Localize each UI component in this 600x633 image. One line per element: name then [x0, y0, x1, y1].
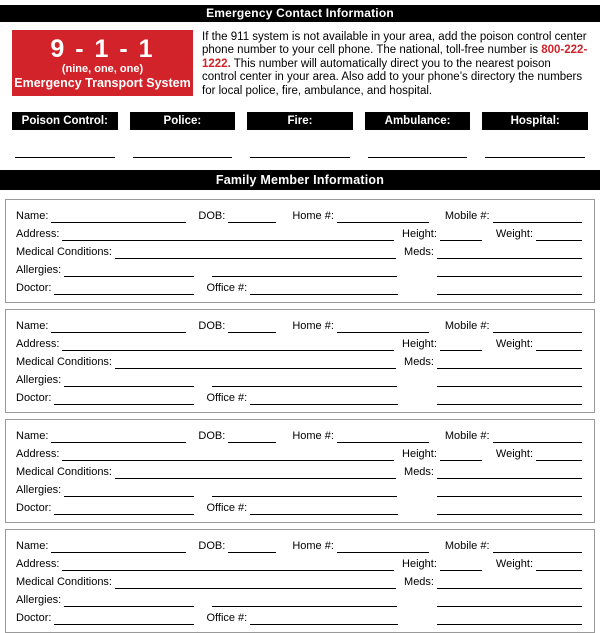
weight-label: Weight:: [495, 558, 533, 571]
poison-control-phone-number: 800-222-1222.: [202, 44, 588, 70]
member-row-address: [16, 333, 582, 351]
home-phone-label: Home #:: [292, 210, 334, 223]
office-phone-label: Office #:: [206, 392, 248, 405]
allergies-label: Allergies:: [16, 374, 62, 387]
height-label: Height:: [402, 448, 437, 461]
mobile-phone-field-line[interactable]: [493, 329, 582, 333]
mobile-phone-label: Mobile #:: [444, 540, 490, 553]
home-phone-label: Home #:: [292, 430, 334, 443]
doctor-label: Doctor:: [16, 502, 52, 515]
meds-field-line-2[interactable]: [437, 603, 582, 607]
allergies-field-line[interactable]: [64, 383, 194, 387]
family-member-card-1: [5, 199, 595, 303]
family-member-card-3: [5, 419, 595, 523]
mobile-phone-label: Mobile #:: [444, 320, 490, 333]
mobile-phone-field-line[interactable]: [493, 439, 582, 443]
meds-field-line[interactable]: [437, 365, 582, 369]
weight-field-line[interactable]: [536, 347, 582, 351]
dob-field-line[interactable]: [228, 219, 276, 223]
intro-text-before: If the 911 system is not available in your area, add the poison control center phone number to your cell phone. The national, toll-free number is: [202, 31, 587, 57]
contact-line-hospital[interactable]: [485, 156, 585, 158]
member-row-allergies: [16, 369, 582, 387]
address-field-line[interactable]: [62, 567, 394, 571]
name-label: Name:: [16, 210, 49, 223]
address-field-line[interactable]: [62, 347, 394, 351]
meds-field-line-2[interactable]: [437, 383, 582, 387]
height-field-line[interactable]: [440, 457, 482, 461]
meds-label: Meds:: [404, 246, 434, 259]
home-phone-field-line[interactable]: [337, 439, 429, 443]
allergies-field-line[interactable]: [64, 273, 194, 277]
office-phone-field-line[interactable]: [250, 401, 398, 405]
family-member-card-4: [5, 529, 595, 633]
address-field-line[interactable]: [62, 457, 394, 461]
member-row-doctor: [16, 497, 582, 515]
weight-label: Weight:: [495, 338, 533, 351]
member-row-doctor: [16, 277, 582, 295]
member-row-medical: [16, 241, 582, 259]
address-label: Address:: [16, 338, 60, 351]
emergency-contact-labels-row: [12, 112, 588, 130]
medical-conditions-label: Medical Conditions:: [16, 356, 112, 369]
family-members-list: [5, 199, 595, 633]
member-row-allergies: [16, 479, 582, 497]
member-row-name: [16, 205, 582, 223]
mobile-phone-field-line[interactable]: [493, 219, 582, 223]
member-row-allergies: [16, 259, 582, 277]
allergies-field-line-2[interactable]: [212, 383, 397, 387]
address-label: Address:: [16, 558, 60, 571]
name-field-line[interactable]: [51, 329, 186, 333]
member-row-doctor: [16, 387, 582, 405]
office-phone-field-line[interactable]: [250, 621, 398, 625]
member-row-address: [16, 223, 582, 241]
home-phone-label: Home #:: [292, 320, 334, 333]
weight-field-line[interactable]: [536, 567, 582, 571]
medical-conditions-field-line[interactable]: [115, 365, 396, 369]
home-phone-field-line[interactable]: [337, 549, 429, 553]
meds-field-line[interactable]: [437, 475, 582, 479]
911-number: 9 - 1 - 1: [50, 35, 155, 63]
allergies-field-line-2[interactable]: [212, 273, 397, 277]
allergies-label: Allergies:: [16, 594, 62, 607]
member-row-name: [16, 535, 582, 553]
medical-conditions-field-line[interactable]: [115, 585, 396, 589]
meds-field-line-3[interactable]: [437, 621, 582, 625]
meds-label: Meds:: [404, 356, 434, 369]
doctor-field-line[interactable]: [54, 511, 194, 515]
height-label: Height:: [402, 338, 437, 351]
mobile-phone-field-line[interactable]: [493, 549, 582, 553]
member-row-name: [16, 425, 582, 443]
meds-field-line[interactable]: [437, 255, 582, 259]
medical-conditions-label: Medical Conditions:: [16, 246, 112, 259]
medical-conditions-field-line[interactable]: [115, 475, 396, 479]
name-label: Name:: [16, 430, 49, 443]
allergies-field-line[interactable]: [64, 493, 194, 497]
contact-label-poison-control: Poison Control:: [12, 112, 118, 130]
contact-line-police[interactable]: [133, 156, 233, 158]
meds-field-line-3[interactable]: [437, 401, 582, 405]
911-caption: Emergency Transport System: [14, 76, 191, 90]
height-field-line[interactable]: [440, 237, 482, 241]
height-label: Height:: [402, 558, 437, 571]
emergency-contact-form: [0, 5, 600, 633]
doctor-field-line[interactable]: [54, 621, 194, 625]
contact-label-police: Police:: [130, 112, 236, 130]
medical-conditions-label: Medical Conditions:: [16, 576, 112, 589]
meds-field-line[interactable]: [437, 585, 582, 589]
allergies-label: Allergies:: [16, 484, 62, 497]
intro-section: [12, 30, 588, 98]
allergies-field-line-2[interactable]: [212, 603, 397, 607]
height-label: Height:: [402, 228, 437, 241]
member-row-medical: [16, 351, 582, 369]
contact-label-fire: Fire:: [247, 112, 353, 130]
name-field-line[interactable]: [51, 219, 186, 223]
height-field-line[interactable]: [440, 347, 482, 351]
dob-field-line[interactable]: [228, 439, 276, 443]
contact-label-ambulance: Ambulance:: [365, 112, 471, 130]
home-phone-field-line[interactable]: [337, 329, 429, 333]
weight-field-line[interactable]: [536, 237, 582, 241]
family-member-card-2: [5, 309, 595, 413]
doctor-field-line[interactable]: [54, 401, 194, 405]
section-header-emergency-contact: Emergency Contact Information: [0, 5, 600, 22]
office-phone-field-line[interactable]: [250, 291, 398, 295]
address-label: Address:: [16, 228, 60, 241]
medical-conditions-field-line[interactable]: [115, 255, 396, 259]
name-field-line[interactable]: [51, 549, 186, 553]
allergies-field-line[interactable]: [64, 603, 194, 607]
address-field-line[interactable]: [62, 237, 394, 241]
meds-field-line-2[interactable]: [437, 493, 582, 497]
address-label: Address:: [16, 448, 60, 461]
intro-text-after: This number will automatically direct you to the nearest poison control center in your area. Also add to your phone’s directory the numbers for local police, fire, ambulance, and hospital.: [202, 57, 583, 97]
intro-paragraph: [202, 31, 588, 98]
name-label: Name:: [16, 320, 49, 333]
member-row-allergies: [16, 589, 582, 607]
911-number-words: (nine, one, one): [61, 63, 144, 75]
mobile-phone-label: Mobile #:: [444, 430, 490, 443]
member-row-medical: [16, 461, 582, 479]
meds-label: Meds:: [404, 466, 434, 479]
allergies-field-line-2[interactable]: [212, 493, 397, 497]
doctor-label: Doctor:: [16, 612, 52, 625]
contact-line-ambulance[interactable]: [368, 156, 468, 158]
office-phone-field-line[interactable]: [250, 511, 398, 515]
office-phone-label: Office #:: [206, 502, 248, 515]
contact-line-fire[interactable]: [250, 156, 350, 158]
dob-field-line[interactable]: [228, 549, 276, 553]
dob-label: DOB:: [198, 210, 226, 223]
911-badge: [12, 30, 193, 96]
member-row-doctor: [16, 607, 582, 625]
member-row-address: [16, 443, 582, 461]
member-row-address: [16, 553, 582, 571]
meds-field-line-3[interactable]: [437, 511, 582, 515]
home-phone-field-line[interactable]: [337, 219, 429, 223]
meds-label: Meds:: [404, 576, 434, 589]
doctor-label: Doctor:: [16, 392, 52, 405]
weight-label: Weight:: [495, 228, 533, 241]
dob-label: DOB:: [198, 540, 226, 553]
dob-field-line[interactable]: [228, 329, 276, 333]
name-label: Name:: [16, 540, 49, 553]
section-header-family-member: Family Member Information: [0, 170, 600, 190]
office-phone-label: Office #:: [206, 282, 248, 295]
office-phone-label: Office #:: [206, 612, 248, 625]
mobile-phone-label: Mobile #:: [444, 210, 490, 223]
meds-field-line-2[interactable]: [437, 273, 582, 277]
allergies-label: Allergies:: [16, 264, 62, 277]
medical-conditions-label: Medical Conditions:: [16, 466, 112, 479]
member-row-name: [16, 315, 582, 333]
contact-label-hospital: Hospital:: [482, 112, 588, 130]
dob-label: DOB:: [198, 430, 226, 443]
doctor-label: Doctor:: [16, 282, 52, 295]
home-phone-label: Home #:: [292, 540, 334, 553]
weight-field-line[interactable]: [536, 457, 582, 461]
weight-label: Weight:: [495, 448, 533, 461]
emergency-contact-lines-row: [12, 156, 588, 158]
height-field-line[interactable]: [440, 567, 482, 571]
contact-line-poison-control[interactable]: [15, 156, 115, 158]
doctor-field-line[interactable]: [54, 291, 194, 295]
member-row-medical: [16, 571, 582, 589]
meds-field-line-3[interactable]: [437, 291, 582, 295]
dob-label: DOB:: [198, 320, 226, 333]
name-field-line[interactable]: [51, 439, 186, 443]
